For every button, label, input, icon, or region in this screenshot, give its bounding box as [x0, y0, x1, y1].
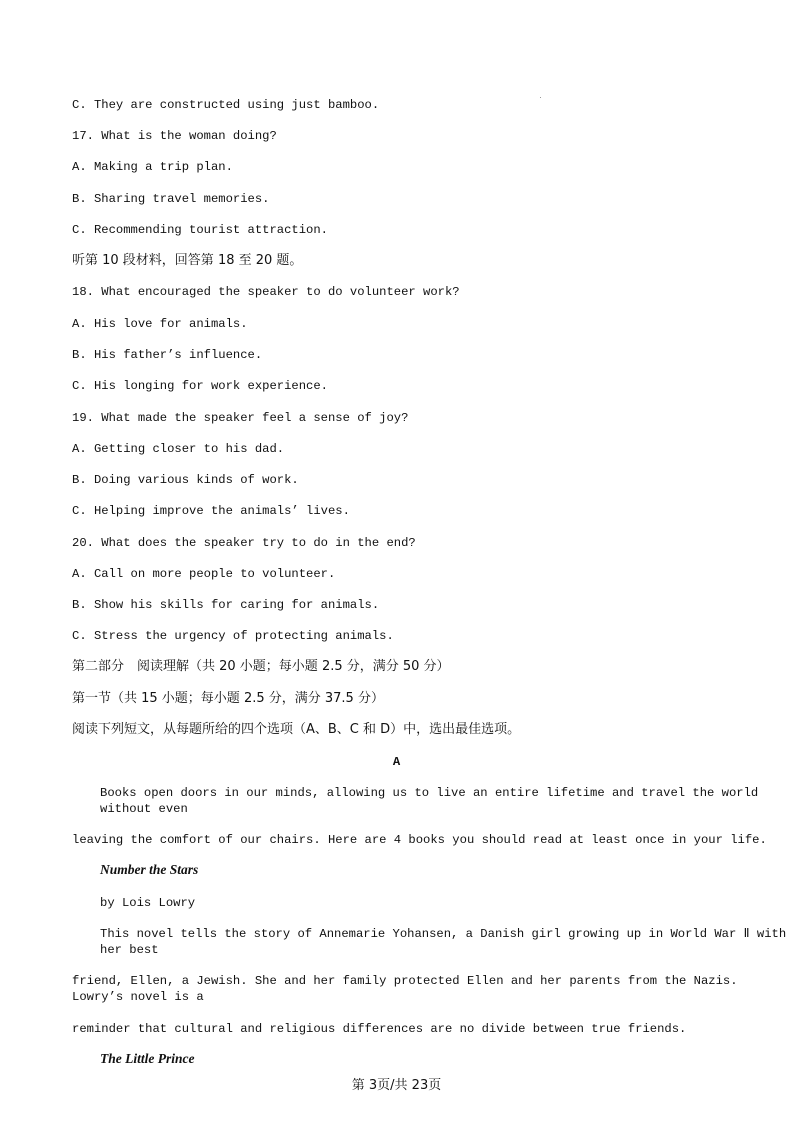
page-number-footer: 第 3页/共 23页	[351, 1078, 442, 1093]
book1-paragraph-line3: reminder that cultural and religious differences are no divide between true friends.	[72, 1022, 687, 1036]
book1-paragraph-line1: This novel tells the story of Annemarie Yohansen, a Danish girl growing up in World War Ⅱ with her best	[100, 927, 787, 957]
speck-mark	[540, 97, 541, 98]
passage-heading: A	[392, 755, 401, 769]
option-19a: A. Getting closer to his dad.	[72, 442, 285, 456]
option-17a: A. Making a trip plan.	[72, 160, 233, 174]
question-20: 20. What does the speaker try to do in the end?	[72, 536, 416, 550]
option-17b: B. Sharing travel memories.	[72, 192, 270, 206]
section-one-heading: 第一节（共 15 小题；每小题 2.5 分，满分 37.5 分）	[72, 691, 384, 706]
passage-intro-line2: leaving the comfort of our chairs. Here are 4 books you should read at least once in your life.	[72, 833, 767, 847]
book1-author: by Lois Lowry	[100, 896, 196, 910]
option-17c: C. Recommending tourist attraction.	[72, 223, 328, 237]
section-instruction-10: 听第 10 段材料，回答第 18 至 20 题。	[72, 253, 303, 268]
part-two-heading: 第二部分 阅读理解（共 20 小题；每小题 2.5 分，满分 50 分）	[72, 659, 450, 674]
book1-title: Number the Stars	[100, 862, 199, 877]
option-19b: B. Doing various kinds of work.	[72, 473, 299, 487]
option-18c: C. His longing for work experience.	[72, 379, 328, 393]
reading-instruction: 阅读下列短文，从每题所给的四个选项（A、B、C 和 D）中，选出最佳选项。	[72, 722, 521, 737]
option-20a: A. Call on more people to volunteer.	[72, 567, 336, 581]
option-16c: C. They are constructed using just bamboo.	[72, 98, 380, 112]
option-20b: B. Show his skills for caring for animals.	[72, 598, 380, 612]
question-18: 18. What encouraged the speaker to do volunteer work?	[72, 285, 460, 299]
option-18a: A. His love for animals.	[72, 317, 248, 331]
option-19c: C. Helping improve the animals’ lives.	[72, 504, 350, 518]
question-19: 19. What made the speaker feel a sense of joy?	[72, 411, 409, 425]
book1-paragraph-line2: friend, Ellen, a Jewish. She and her family protected Ellen and her parents from the Nazis. Lowry’s novel is a	[72, 974, 738, 1004]
option-20c: C. Stress the urgency of protecting animals.	[72, 629, 394, 643]
passage-intro-line1: Books open doors in our minds, allowing us to live an entire lifetime and travel the world without even	[100, 786, 759, 816]
option-18b: B. His father’s influence.	[72, 348, 263, 362]
book2-title: The Little Prince	[100, 1051, 195, 1066]
question-17: 17. What is the woman doing?	[72, 129, 277, 143]
